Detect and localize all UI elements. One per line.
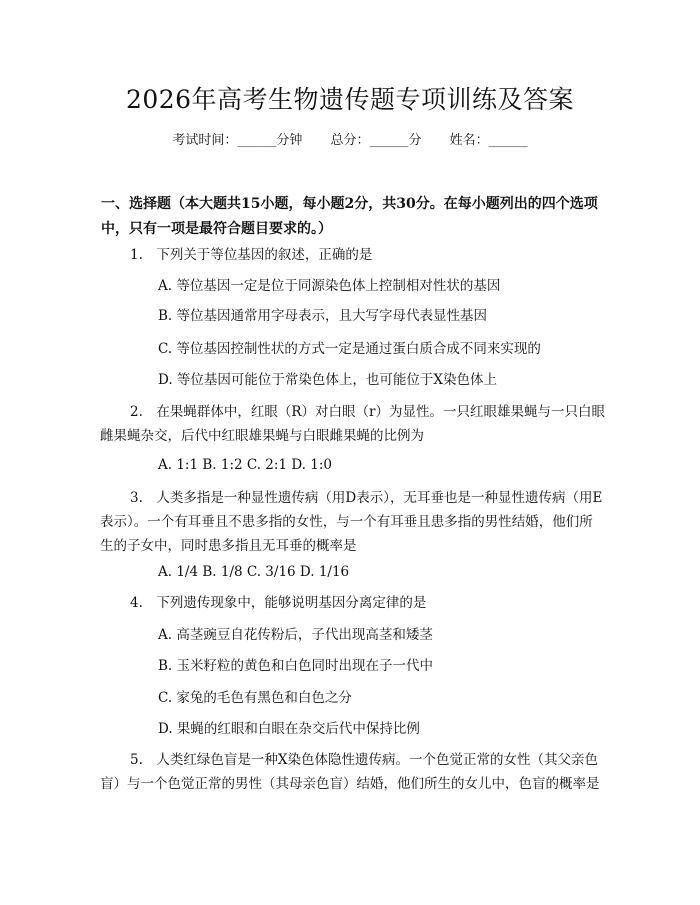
question-5-stem: 5. 人类红绿色盲是一种X染色体隐性遗传病。一个色觉正常的女性（其父亲色盲）与一个色觉正常的男性（其母亲色盲）结婚，他们所生的女儿中，色盲的概率是 [100, 752, 600, 792]
document-title: 2026年高考生物遗传题专项训练及答案 [125, 85, 575, 114]
question-4-option-a: A. 高茎豌豆自花传粉后，子代出现高茎和矮茎 [158, 627, 433, 643]
exam-info-line [0, 131, 700, 151]
question-4-option-c: C. 家兔的毛色有黑色和白色之分 [158, 690, 352, 706]
question-4-option-d: D. 果蝇的红眼和白眼在杂交后代中保持比例 [158, 721, 420, 737]
question-4-option-b: B. 玉米籽粒的黄色和白色同时出现在子一代中 [158, 658, 434, 674]
section-heading: 一、选择题（本大题共15小题，每小题2分，共30分。在每小题列出的四个选项中，只有一项是最符合题目要求的。） [101, 196, 598, 237]
total-score-field: 总分：______分 [330, 133, 422, 148]
student-name-field: 姓名：______ [449, 133, 528, 148]
question-1-option-a: A. 等位基因一定是位于同源染色体上控制相对性状的基因 [158, 278, 501, 294]
question-1-stem: 1. 下列关于等位基因的叙述，正确的是 [130, 247, 373, 263]
question-3-stem: 3. 人类多指是一种显性遗传病（用D表示），无耳垂也是一种显性遗传病（用E表示）。一个有耳垂且不患多指的女性，与一个有耳垂且患多指的男性结婚，他们所生的子女中，同时患多指且无耳垂的概率是 [100, 490, 603, 554]
question-1-option-c: C. 等位基因控制性状的方式一定是通过蛋白质合成不同来实现的 [158, 341, 541, 357]
exam-time-field: 考试时间：______分钟 [172, 133, 303, 148]
question-2-options: A. 1:1 B. 1:2 C. 2:1 D. 1:0 [158, 457, 332, 473]
question-3-options: A. 1/4 B. 1/8 C. 3/16 D. 1/16 [158, 564, 350, 580]
question-1-option-d: D. 等位基因可能位于常染色体上，也可能位于X染色体上 [158, 372, 498, 388]
question-1-option-b: B. 等位基因通常用字母表示，且大写字母代表显性基因 [158, 308, 488, 324]
question-2-stem: 2. 在果蝇群体中，红眼（R）对白眼（r）为显性。一只红眼雄果蝇与一只白眼雌果蝇杂交，后代中红眼雄果蝇与白眼雌果蝇的比例为 [100, 404, 605, 444]
question-4-stem: 4. 下列遗传现象中，能够说明基因分离定律的是 [130, 595, 427, 611]
